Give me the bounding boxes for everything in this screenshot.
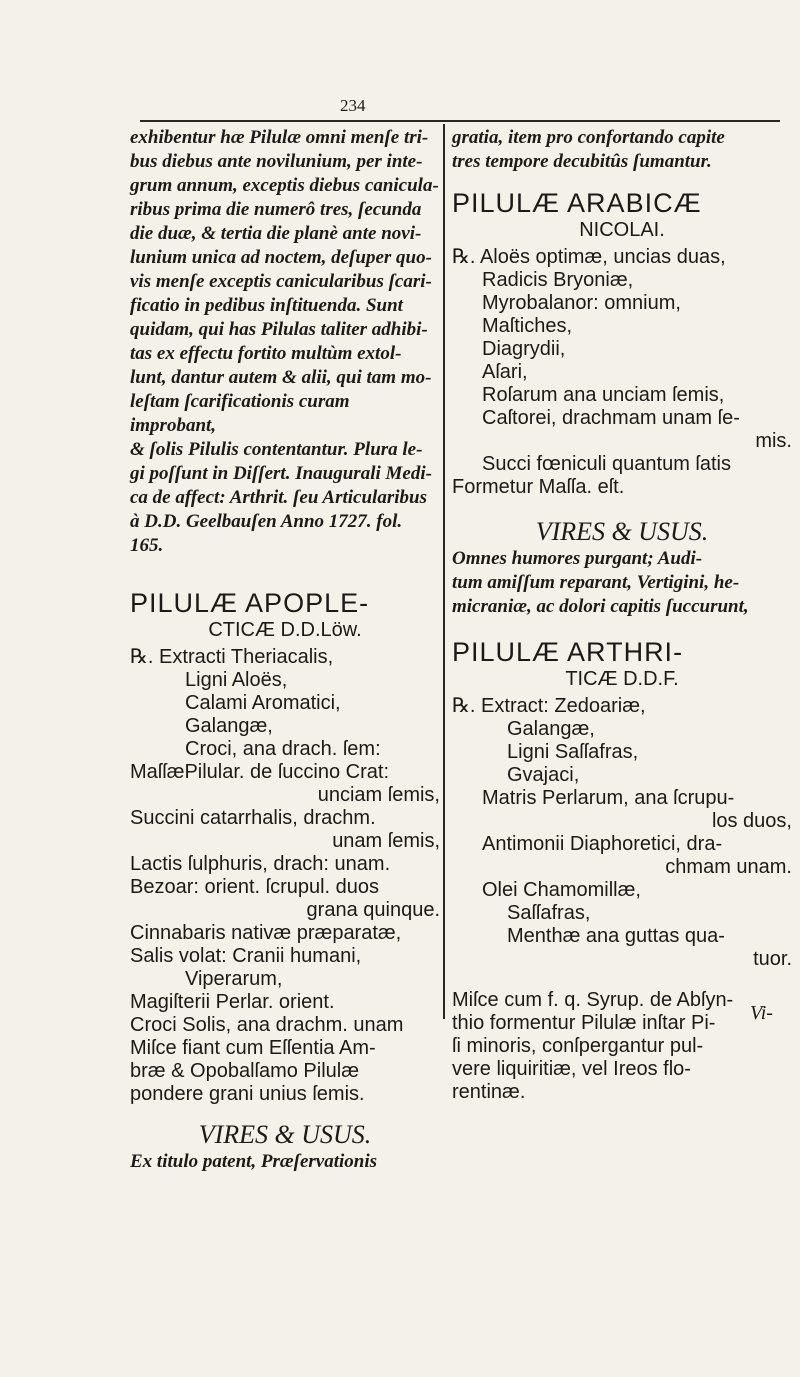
recipe-line: Maſtiches,	[482, 315, 573, 337]
left-column	[130, 126, 440, 1174]
arabic-pills-subheading: NICOLAI.	[579, 219, 665, 241]
text-line: ca de affect: Arthrit. ſeu Articularibus	[130, 487, 427, 508]
text-line: lunt, dantur autem & alii, qui tam mo-	[130, 367, 432, 388]
apoplectic-pills-heading: PILULÆ APOPLE-	[130, 588, 370, 618]
recipe-line: unciam ſemis,	[317, 784, 440, 806]
recipe-line: ℞. Extract: Zedoariæ,	[452, 695, 646, 717]
text-line: à D.D. Geelbauſen Anno 1727. fol.	[130, 511, 403, 532]
recipe-line: Menthæ ana guttas qua-	[507, 925, 725, 947]
recipe-line: los duos,	[711, 810, 792, 832]
text-line: vis menſe exceptis canicularibus ſcari-	[130, 271, 432, 292]
recipe-line: pondere grani unius ſemis.	[130, 1083, 365, 1105]
recipe-line: Succi fœniculi quantum ſatis	[482, 453, 731, 475]
recipe-line: Matris Perlarum, ana ſcrupu-	[482, 787, 735, 809]
recipe-line: Saſſafras,	[507, 902, 591, 924]
recipe-line: Lactis ſulphuris, drach: unam.	[130, 853, 391, 875]
arabic-recipe	[452, 246, 792, 499]
recipe-line: Succini catarrhalis, drachm.	[130, 807, 376, 829]
left-intro	[130, 126, 440, 558]
right-column	[452, 126, 792, 1104]
text-line: ribus prima die numerô tres, ſecunda	[130, 199, 422, 220]
text-line: tum amiſſum reparant, Vertigini, he-	[452, 572, 740, 593]
text-line: micraniæ, ac dolori capitis ſuccurunt,	[452, 596, 749, 617]
recipe-line: Myrobalanor: omnium,	[482, 292, 681, 314]
recipe-line: Galangæ,	[507, 718, 595, 740]
text-line: Omnes humores purgant; Audi-	[452, 548, 703, 569]
text-line: thio formentur Pilulæ inſtar Pi-	[452, 1012, 716, 1034]
recipe-line: Galangæ,	[185, 715, 273, 737]
recipe-line: Gvajaci,	[507, 764, 580, 786]
recipe-line: Formetur Maſſa. eſt.	[452, 476, 625, 498]
page-number: 234	[340, 96, 366, 115]
recipe-line: bræ & Opobalſamo Pilulæ	[130, 1060, 359, 1082]
text-line: rentinæ.	[452, 1081, 526, 1103]
recipe-line: Radicis Bryoniæ,	[482, 269, 634, 291]
recipe-line: ℞. Aloës optimæ, uncias duas,	[452, 246, 726, 268]
text-line: exhibentur hæ Pilulæ omni menſe tri-	[130, 127, 429, 148]
recipe-line: Bezoar: orient. ſcrupul. duos	[130, 876, 380, 898]
text-line: bus diebus ante novilunium, per inte-	[130, 151, 423, 172]
recipe-line: Caſtorei, drachmam unam ſe-	[482, 407, 740, 429]
text-line: ſi minoris, conſpergantur pul-	[452, 1035, 704, 1057]
recipe-line: MaſſæPilular. de ſuccino Crat:	[130, 761, 389, 783]
recipe-line: chmam unam.	[665, 856, 792, 878]
recipe-line: Diagrydii,	[482, 338, 566, 360]
text-line: vere liquiritiæ, vel Ireos flo-	[452, 1058, 691, 1080]
recipe-line: grana quinque.	[306, 899, 440, 921]
text-line: gi poſſunt in Diſſert. Inaugurali Medi-	[130, 463, 432, 484]
recipe-line: ℞. Extracti Theriacalis,	[130, 646, 334, 668]
arabic-vires-heading: VIRES & USUS.	[535, 517, 709, 546]
text-line: gratia, item pro confortando capite	[452, 127, 725, 148]
text-line: die duæ, & tertia die planè ante novi-	[130, 223, 422, 244]
text-line: leſtam ſcarificationis curam improbant,	[130, 391, 350, 436]
column-divider	[443, 124, 445, 1019]
right-intro	[452, 126, 792, 174]
text-line: quidam, qui has Pilulas taliter adhibi-	[130, 319, 428, 340]
arthritic-pills-heading: PILULÆ ARTHRI-	[452, 637, 684, 667]
arabic-pills-heading: PILULÆ ARABICÆ	[452, 188, 702, 218]
recipe-line: unam ſemis,	[332, 830, 440, 852]
recipe-line: Roſarum ana unciam ſemis,	[482, 384, 725, 406]
catchword: Vi-	[750, 1002, 773, 1024]
text-line: tres tempore decubitûs ſumantur.	[452, 151, 712, 172]
recipe-line: Aſari,	[482, 361, 528, 383]
header-rule	[140, 120, 780, 122]
recipe-line: Ligni Saſſafras,	[507, 741, 639, 763]
closing-instructions	[452, 989, 792, 1104]
vires-usus-text: Ex titulo patent, Præſervationis	[130, 1151, 378, 1172]
text-line: 165.	[130, 535, 164, 556]
text-line: & ſolis Pilulis contentantur. Plura le-	[130, 439, 423, 460]
arabic-vires-text	[452, 547, 792, 619]
recipe-line: mis.	[755, 430, 792, 452]
recipe-line: Viperarum,	[185, 968, 283, 990]
recipe-line: Magiſterii Perlar. orient.	[130, 991, 335, 1013]
text-line: grum annum, exceptis diebus canicula-	[130, 175, 439, 196]
text-line: lunium unica ad noctem, deſuper quo-	[130, 247, 432, 268]
apoplectic-recipe	[130, 646, 440, 1106]
arthritic-pills-subheading: TICÆ D.D.F.	[565, 668, 679, 690]
text-line: Miſce cum f. q. Syrup. de Abſyn-	[452, 989, 734, 1011]
recipe-line: Calami Aromatici,	[185, 692, 341, 714]
recipe-line: Croci, ana drach. ſem:	[185, 738, 381, 760]
recipe-line: Miſce fiant cum Eſſentia Am-	[130, 1037, 376, 1059]
vires-usus-heading: VIRES & USUS.	[198, 1120, 372, 1149]
apoplectic-pills-subheading: CTICÆ D.D.Löw.	[208, 619, 362, 641]
text-line: ficatio in pedibus inſtituenda. Sunt	[130, 295, 403, 316]
recipe-line: Ligni Aloës,	[185, 669, 288, 691]
recipe-line: Salis volat: Cranii humani,	[130, 945, 362, 967]
recipe-line: tuor.	[753, 948, 792, 970]
recipe-line: Olei Chamomillæ,	[482, 879, 641, 901]
recipe-line: Croci Solis, ana drachm. unam	[130, 1014, 404, 1036]
page-header	[140, 96, 800, 120]
text-line: tas ex effectu fortito multùm extol-	[130, 343, 402, 364]
recipe-line: Antimonii Diaphoretici, dra-	[482, 833, 723, 855]
recipe-line: Cinnabaris nativæ præparatæ,	[130, 922, 402, 944]
arthritic-recipe	[452, 695, 792, 971]
